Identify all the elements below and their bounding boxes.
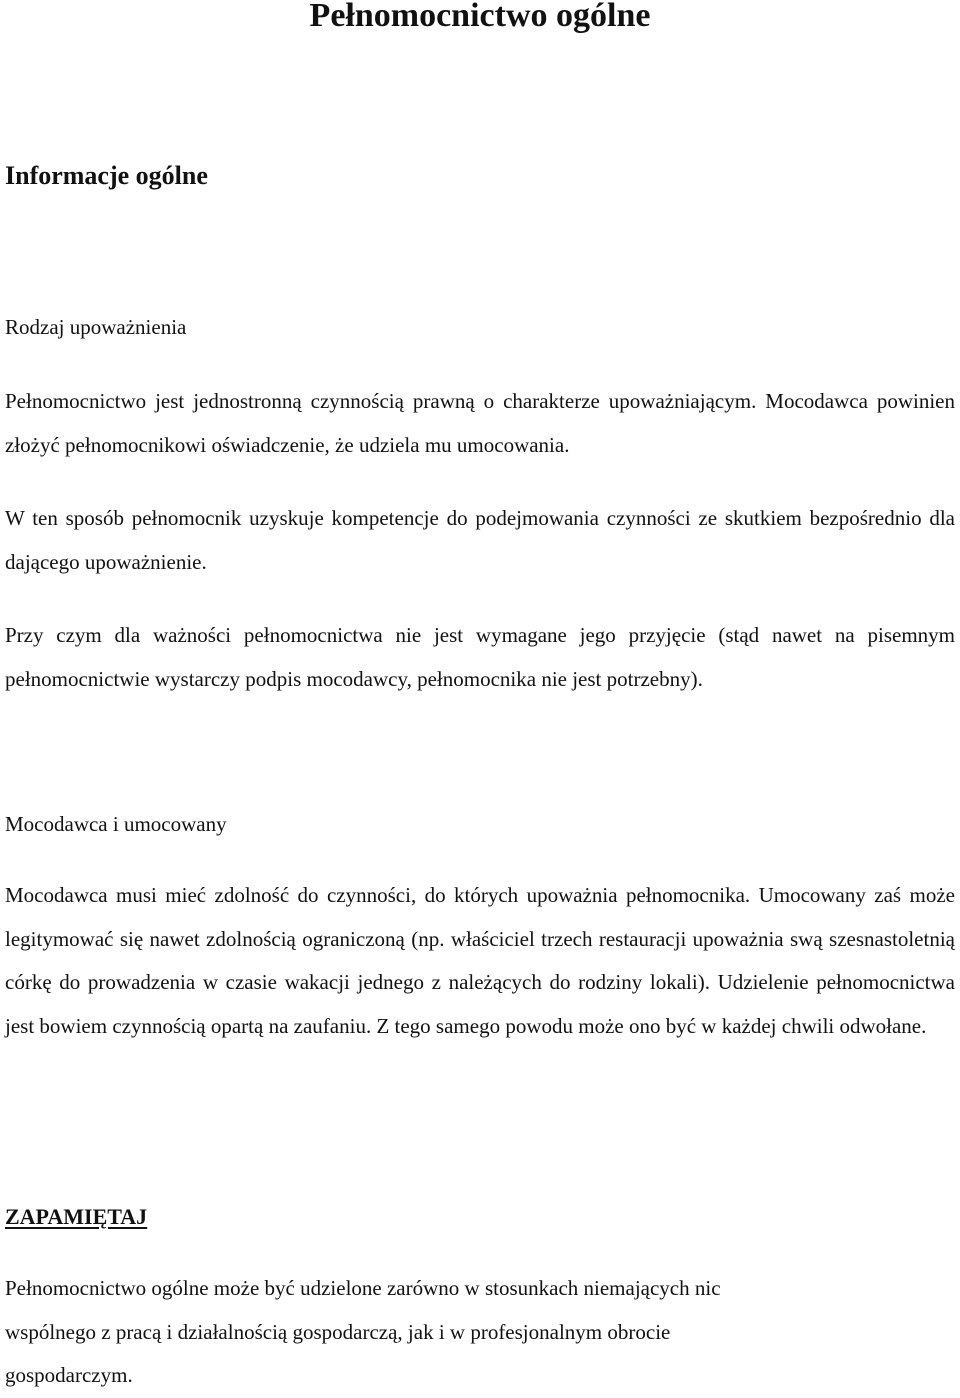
subsection-label-rodzaj: Rodzaj upoważnienia <box>5 315 187 339</box>
paragraph-validity: Przy czym dla ważności pełnomocnictwa nie jest wymagane jego przyjęcie (stąd nawet na pisemnym pełnomocnictwie wystarczy podpis mocodawcy, pełnomocnika nie jest potrzebny). <box>5 623 955 691</box>
paragraph-mocodawca: Mocodawca musi mieć zdolność do czynności, do których upoważnia pełnomocnika. Umocowany zaś może legitymować się nawet zdolnością ograniczoną (np. właściciel trzech restauracji upoważnia swą szesnastoletnią córkę do prowadzenia w czasie wakacji jednego z należących do rodziny lokali). Udzielenie pełnomocnictwa jest bowiem czynnością opartą na zaufaniu. Z tego samego powodu może ono być w każdej chwili odwołane. <box>5 883 955 1038</box>
section-heading: Informacje ogólne <box>5 161 208 190</box>
document-title: Pełnomocnictwo ogólne <box>309 0 651 34</box>
remember-line-2: wspólnego z pracą i działalnością gospodarczą, jak i w profesjonalnym obrocie <box>5 1319 671 1344</box>
remember-heading: ZAPAMIĘTAJ <box>5 1204 148 1229</box>
paragraph-definition: Pełnomocnictwo jest jednostronną czynnością prawną o charakterze upoważniającym. Mocodawca powinien złożyć pełnomocnikowi oświadczenie, że udziela mu umocowania. <box>5 389 955 457</box>
remember-paragraph <box>5 1267 955 1398</box>
remember-line-3: gospodarczym. <box>5 1363 133 1387</box>
paragraph-competence: W ten sposób pełnomocnik uzyskuje kompetencje do podejmowania czynności ze skutkiem bezpośrednio dla dającego upoważnienie. <box>5 506 955 574</box>
subsection-label-mocodawca: Mocodawca i umocowany <box>5 812 227 836</box>
remember-line-1: Pełnomocnictwo ogólne może być udzielone zarówno w stosunkach niemających nic <box>5 1276 721 1300</box>
